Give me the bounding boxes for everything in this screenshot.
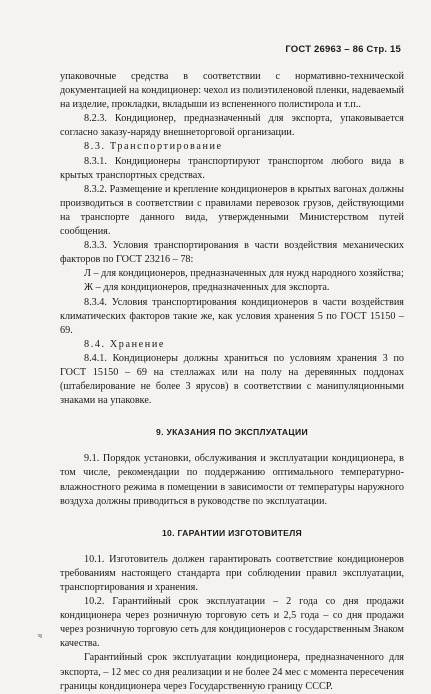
- paragraph: 9.1. Порядок установки, обслуживания и эксплуатации кондиционера, в том числе, рекомендации по поддержанию оптимального температурно-влажностного режима в помещении в зависимости от температуры наружного воздуха должны приводиться в руководстве по эксплуатации.: [60, 453, 404, 507]
- paragraph: 8.3.3. Условия транспортирования в части воздействия механических факторов по ГОСТ 23216 – 78:: [60, 240, 404, 266]
- document-body: [60, 70, 404, 694]
- paragraph: 8.3.2. Размещение и крепление кондиционеров в крытых вагонах должны производиться в соответствии с правилами перевозок грузов, действующими на транспорте данного вида, утвержденными Министерством путей сообщения.: [60, 183, 404, 238]
- section-10-title: 10. ГАРАНТИИ ИЗГОТОВИТЕЛЯ: [161, 527, 303, 538]
- scan-mark: ч: [38, 631, 43, 640]
- paragraph: 8.3.4. Условия транспортирования кондиционеров в части воздействия климатических факторов такие же, как условия хранения 5 по ГОСТ 15150 – 69.: [60, 296, 404, 336]
- paragraph: Ж – для кондиционеров, предназначенных для экспорта.: [84, 282, 330, 294]
- section-9-body: [60, 452, 404, 508]
- paragraph: 10.2. Гарантийный срок эксплуатации – 2 года со дня продажи кондиционера через розничную торговую сеть и 2,5 года – со дня продажи через розничную торговую сеть для кондиционеров с государственным Знаком качества.: [60, 596, 404, 650]
- page-header: ГОСТ 26963 – 86 Стр. 15: [285, 44, 401, 55]
- section-9-title: 9. УКАЗАНИЯ ПО ЭКСПЛУАТАЦИИ: [156, 427, 308, 438]
- paragraph: 8.3. Транспортирование: [84, 141, 223, 153]
- paragraph: упаковочные средства в соответствии с нормативно-технической документацией на кондиционер: чехол из полиэтиленовой пленки, надеваемый на изделие, прокладки, вкладыши из вспененного полистирола и т.п..: [60, 71, 404, 111]
- paragraph: 8.4. Хранение: [84, 338, 165, 350]
- section-8-continued: [60, 70, 404, 408]
- paragraph: 8.3.1. Кондиционеры транспортируют транспортом любого вида в крытых транспортных средствах.: [60, 155, 404, 181]
- section-10-body: [60, 553, 404, 694]
- paragraph: 8.4.1. Кондиционеры должны храниться по условиям хранения 3 по ГОСТ 15150 – 69 на стеллажах или на полу на деревянных поддонах (штабелирование не более 3 ярусов) в соответствии с манипуляционными знаками на упаковке.: [60, 352, 404, 407]
- paragraph: Л – для кондиционеров, предназначенных для нужд народного хозяйства;: [84, 268, 404, 280]
- paragraph: 8.2.3. Кондиционер, предназначенный для экспорта, упаковывается согласно заказу-наряду внешнеторговой организации.: [60, 113, 404, 139]
- paragraph: Гарантийный срок эксплуатации кондиционера, предназначенного для экспорта, – 12 мес со дня реализации и не более 24 мес с момента пересечения границы кондиционера через Государственную границу СССР.: [60, 652, 404, 692]
- paragraph: 10.1. Изготовитель должен гарантировать соответствие кондиционеров требованиям настоящего стандарта при соблюдении правил эксплуатации, транспортирования и хранения.: [60, 553, 404, 593]
